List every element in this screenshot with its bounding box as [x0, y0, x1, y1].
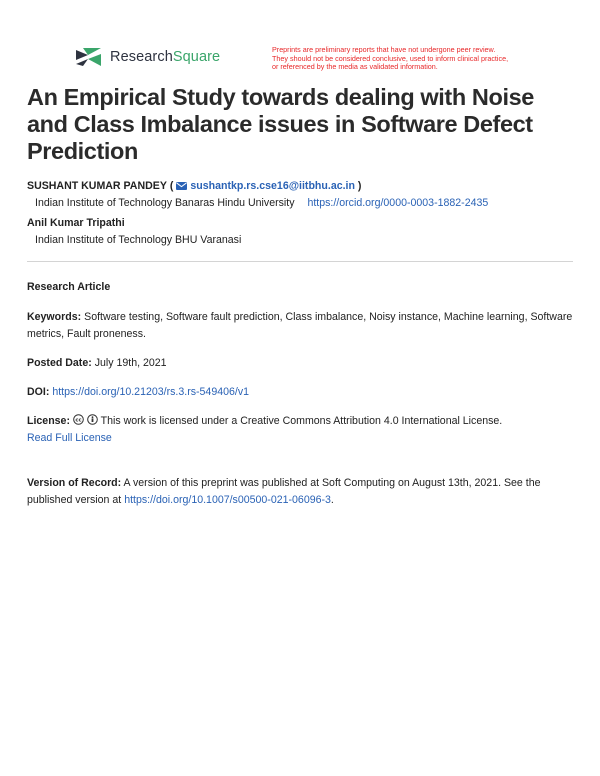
keywords-section: [27, 309, 577, 343]
logo-text: [110, 49, 220, 65]
article-type: Research Article: [27, 281, 111, 293]
research-square-logo[interactable]: [74, 46, 220, 68]
doi-section: [27, 384, 577, 401]
version-of-record-end: .: [330, 494, 334, 506]
disclaimer-line-2: They should not be considered conclusive, used to inform clinical practice,: [272, 53, 509, 63]
author-2-affiliation: Indian Institute of Technology BHU Varanasi: [35, 234, 242, 246]
author-1-email-link[interactable]: [176, 180, 355, 192]
license-text: This work is licensed under a Creative Commons Attribution 4.0 International License.: [100, 415, 503, 427]
preprint-disclaimer: [272, 46, 562, 72]
envelope-icon: [176, 182, 187, 190]
keywords-value: Software testing, Software fault prediction, Class imbalance, Noisy instance, Machine learning, Software metrics, Fault proneness.: [27, 311, 573, 340]
author-1-name: SUSHANT KUMAR PANDEY: [27, 180, 167, 192]
doi-label: DOI:: [27, 386, 50, 398]
disclaimer-line-3: or referenced by the media as validated information.: [272, 62, 438, 72]
logo-text-research: Research: [110, 49, 173, 65]
read-full-license-link[interactable]: Read Full License: [27, 432, 112, 444]
published-version-link[interactable]: https://doi.org/10.1007/s00500-021-06096-3: [124, 494, 331, 506]
logo-text-square: Square: [172, 49, 221, 65]
creative-commons-icon: [73, 414, 84, 425]
svg-text:cc: cc: [75, 417, 82, 424]
author-1-orcid-link[interactable]: https://orcid.org/0000-0003-1882-2435: [307, 197, 489, 209]
posted-date-label: Posted Date:: [27, 357, 92, 369]
author-1-affiliation: Indian Institute of Technology Banaras Hindu University: [35, 197, 295, 209]
attribution-icon: [87, 414, 98, 425]
author-2-name: Anil Kumar Tripathi: [27, 217, 125, 229]
version-of-record-text: A version of this preprint was published at Soft Computing on August 13th, 2021. See the published version at: [27, 477, 541, 506]
author-1-affiliation-row: [35, 197, 488, 209]
research-square-logo-icon: [74, 46, 104, 68]
doi-link[interactable]: https://doi.org/10.21203/rs.3.rs-549406/v1: [52, 386, 250, 398]
author-1: SUSHANT KUMAR PANDEY ( sushantkp.rs.cse16@iitbhu.ac.in ): [27, 180, 362, 192]
author-1-email: sushantkp.rs.cse16@iitbhu.ac.in: [190, 180, 355, 192]
paper-title: An Empirical Study towards dealing with Noise and Class Imbalance issues in Software Defect Prediction: [27, 84, 534, 164]
disclaimer-line-1: Preprints are preliminary reports that have not undergone peer review.: [272, 45, 496, 54]
license-section: [27, 413, 577, 447]
license-label: License:: [27, 415, 70, 427]
posted-date-section: [27, 355, 577, 372]
posted-date-value: July 19th, 2021: [94, 357, 167, 369]
version-of-record-label: Version of Record:: [27, 477, 122, 489]
divider: [27, 261, 573, 262]
keywords-label: Keywords:: [27, 311, 82, 323]
version-of-record-section: [27, 475, 577, 509]
